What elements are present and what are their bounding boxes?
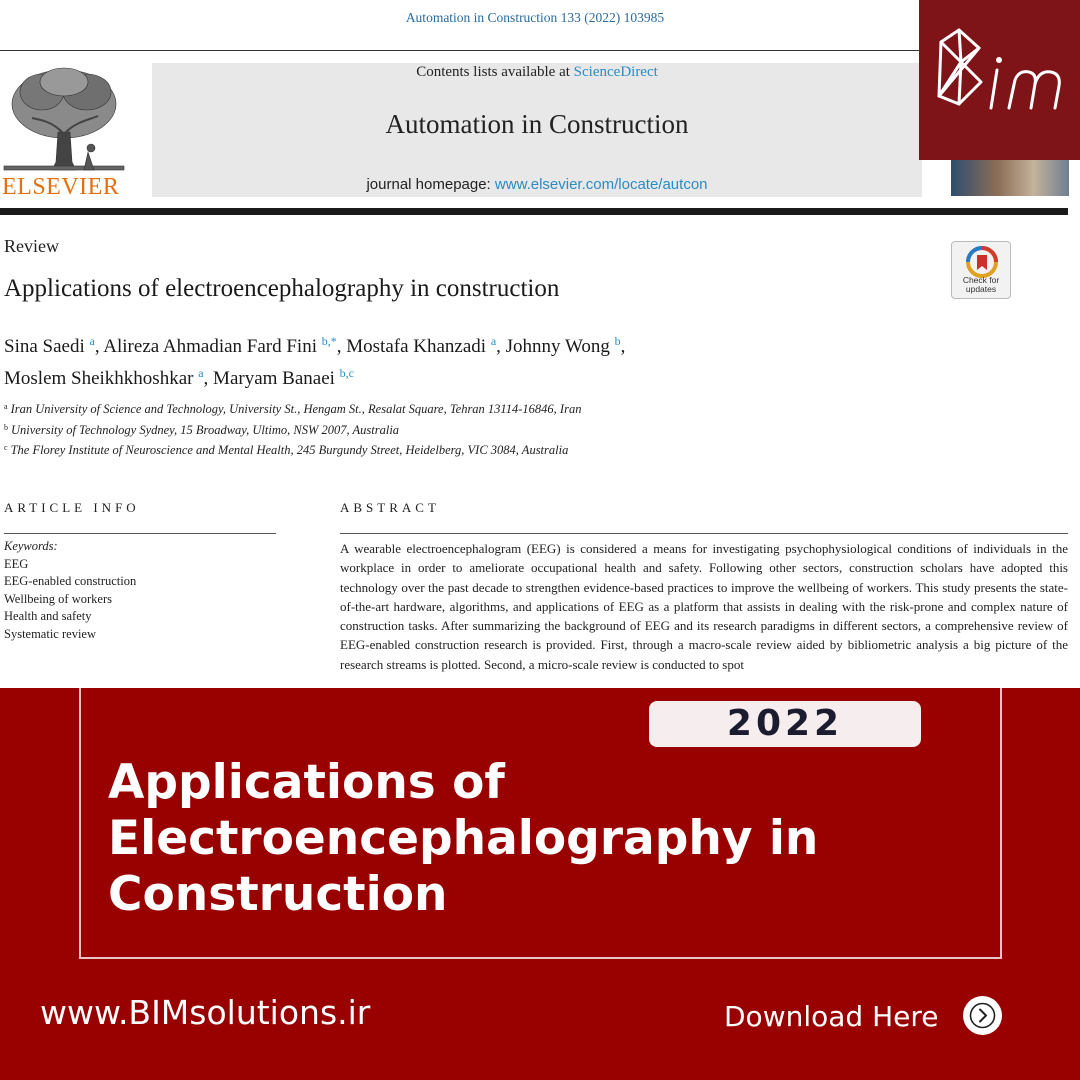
keyword-item: Systematic review (4, 626, 96, 641)
author[interactable] (4, 336, 103, 357)
check-updates-line2: updates (965, 284, 997, 294)
banner-title-line: Applications of (108, 755, 505, 810)
author-separator: , (336, 336, 347, 357)
author-affil-mark[interactable]: b,c (339, 366, 354, 380)
abstract-rule (340, 533, 1068, 534)
keywords-list (4, 538, 136, 643)
author-separator: , (94, 336, 104, 357)
abstract-body: A wearable electroencephalogram (EEG) is considered a means for investigating psychophysiological conditions of individuals in the workplace in order to ameliorate occupational health and safety. Following other sectors, construction scholars have adopted this technology over the past decade to strengthen evidence-based practices to improve the wellbeing of workers. This study presents the state-of-the-art hardware, algorithms, and applications of EEG as a platform that assists in dealing with the risk-prone and complex nature of construction tasks. After summarizing the background of EEG and its research paradigms in different sectors, a comprehensive review of EEG-enabled construction research is provided. First, through a macro-scale review aided by bibliometric analysis a big picture of the research streams is plotted. Second, a micro-scale review is conducted to spot (340, 541, 1068, 672)
affiliation-text: Iran University of Science and Technology, University St., Hengam St., Resalat Square, Tehran 13114-16846, Iran (10, 402, 582, 416)
website-link[interactable]: www.BIMsolutions.ir (40, 993, 371, 1032)
masthead-rule (0, 208, 1068, 215)
author-name: Sina Saedi (4, 336, 85, 357)
affiliation-mark: c (4, 443, 8, 452)
check-for-updates-button[interactable] (951, 241, 1011, 299)
check-updates-label (952, 276, 1010, 294)
author[interactable] (213, 368, 354, 389)
affiliation-item (4, 419, 581, 440)
author-name: Maryam Banaei (213, 368, 335, 389)
article-title: Applications of electroencephalography in construction (4, 275, 560, 302)
affiliation-mark: b (4, 422, 8, 432)
author-affil-mark[interactable]: b,* (321, 334, 337, 348)
check-updates-icon (952, 244, 1012, 278)
author-separator: , (203, 368, 214, 389)
author-affil-mark[interactable]: b (614, 334, 621, 348)
author-separator: , (496, 336, 506, 357)
banner-title-line: Electroencephalography in (108, 811, 819, 866)
affiliation-text: University of Technology Sydney, 15 Broadway, Ultimo, NSW 2007, Australia (11, 422, 400, 437)
affiliation-text: The Florey Institute of Neuroscience and Mental Health, 245 Burgundy Street, Heidelberg, VIC 3084, Australia (10, 443, 569, 457)
author-separator: , (620, 336, 626, 357)
journal-reference[interactable]: Automation in Construction 133 (2022) 103985 (405, 10, 665, 25)
banner-title-line: Construction (108, 867, 448, 922)
author-name: Moslem Sheikhkhoshkar (4, 368, 194, 389)
author-name: Alireza Ahmadian Fard Fini (103, 336, 317, 357)
homepage-prefix: journal homepage: (366, 176, 495, 193)
header-divider (0, 50, 920, 51)
chevron-right-icon (963, 996, 1002, 1035)
check-updates-line1: Check for (962, 275, 1000, 285)
author[interactable] (346, 336, 505, 357)
affiliation-item (4, 398, 581, 419)
homepage-line (152, 176, 922, 193)
download-button[interactable] (963, 996, 1002, 1035)
author-list (4, 328, 1004, 392)
keywords-title: Keywords: (4, 539, 58, 553)
author-affil-mark[interactable]: a (89, 334, 95, 348)
keyword-item: EEG-enabled construction (4, 574, 137, 588)
journal-masthead (152, 63, 922, 197)
contents-line (152, 64, 922, 81)
affiliation-list (4, 398, 581, 460)
journal-cover-thumbnail[interactable] (951, 160, 1069, 196)
article-info-rule (4, 533, 276, 534)
homepage-link[interactable]: www.elsevier.com/locate/autcon (494, 176, 708, 193)
affiliation-mark: a (4, 402, 8, 411)
author[interactable] (506, 336, 626, 357)
author[interactable] (103, 336, 346, 357)
sciencedirect-link[interactable]: ScienceDirect (573, 64, 658, 80)
journal-title: Automation in Construction (385, 109, 689, 139)
keyword-item: EEG (4, 556, 29, 571)
contents-prefix: Contents lists available at (416, 64, 574, 80)
bim-logo[interactable] (919, 0, 1080, 160)
keyword-item: Wellbeing of workers (4, 591, 112, 606)
download-label[interactable]: Download Here (724, 1000, 939, 1033)
bim-logo-icon (919, 0, 1080, 160)
banner-title (108, 755, 988, 923)
elsevier-wordmark: ELSEVIER (2, 174, 120, 200)
abstract-heading: ABSTRACT (340, 500, 440, 515)
author-name: Johnny Wong (505, 336, 610, 357)
keyword-item: Health and safety (4, 609, 92, 623)
article-type: Review (4, 236, 59, 256)
author-name: Mostafa Khanzadi (346, 336, 487, 357)
author-affil-mark[interactable]: a (490, 334, 497, 348)
year-badge: 2022 (649, 701, 921, 747)
author-affil-mark[interactable]: a (198, 366, 204, 380)
article-info-heading: ARTICLE INFO (4, 500, 140, 515)
affiliation-item (4, 439, 581, 460)
author[interactable] (4, 368, 213, 389)
